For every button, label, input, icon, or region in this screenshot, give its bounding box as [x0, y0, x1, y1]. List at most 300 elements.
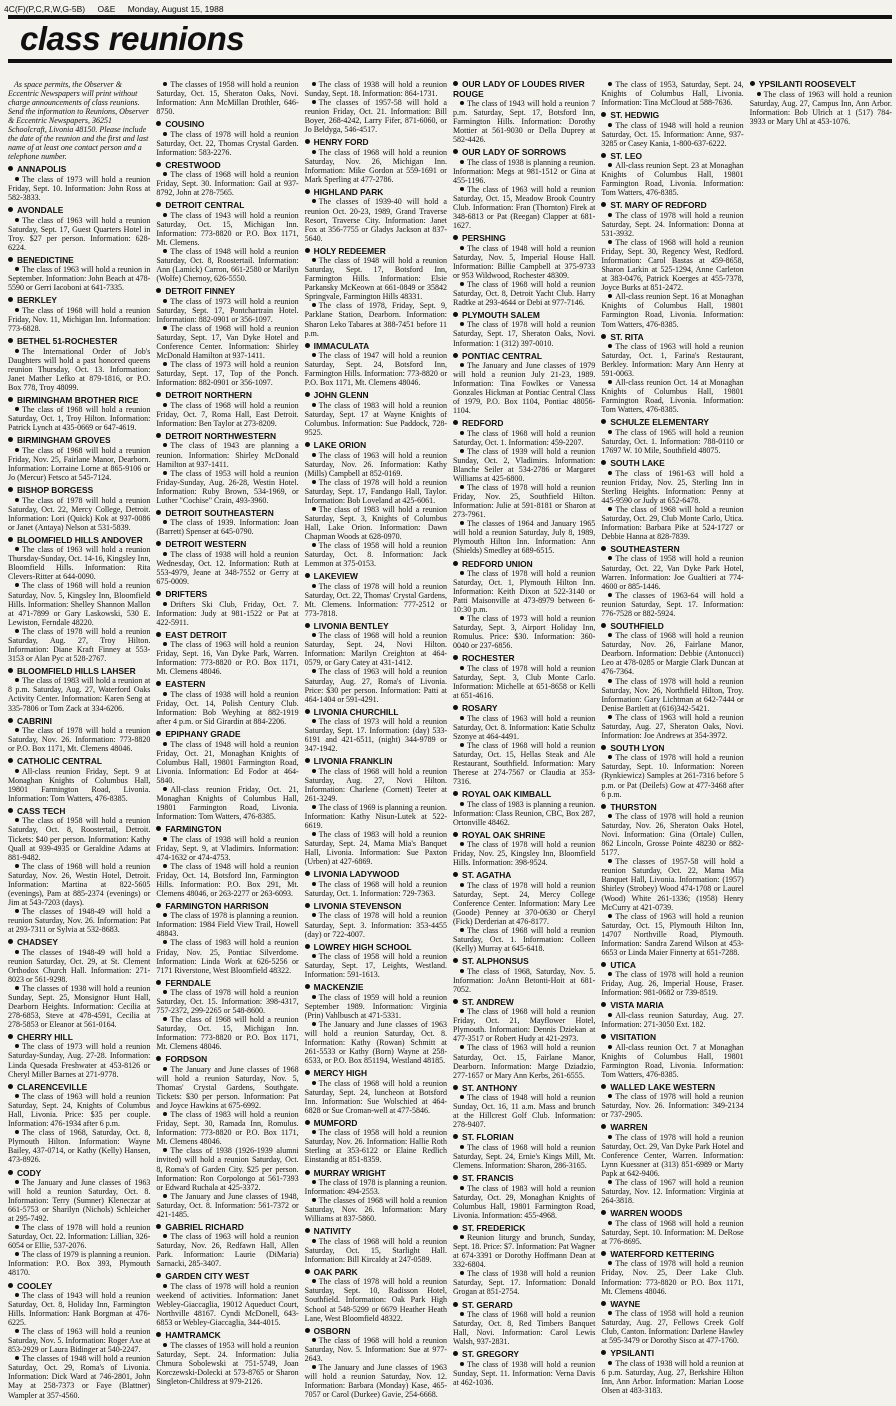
reunion-detail: [601, 713, 743, 740]
school-heading: [453, 352, 595, 362]
reunion-detail: [8, 726, 150, 753]
reunion-detail: [453, 1233, 595, 1269]
reunion-detail: [8, 1291, 150, 1327]
reunion-text: The classes of 1963-64 will hold a reunion Saturday, Sept. 17. Information: 776-7528 or 882-5924.: [601, 590, 744, 618]
reunion-detail: [8, 1092, 150, 1128]
reunion-detail: [305, 1336, 447, 1363]
school-heading: [8, 396, 150, 406]
reunion-detail: [453, 519, 595, 555]
bullet-icon: [305, 758, 310, 763]
reunion-detail: [8, 1250, 150, 1277]
bullet-icon: [608, 471, 612, 475]
reunion-text: The class of 1953, Saturday, Sept. 24, Knights of Columbus Hall, Livonia. Information: Tina McCloud at 588-7636.: [601, 80, 744, 108]
reunion-entry: [601, 459, 743, 541]
reunion-detail: [601, 970, 743, 997]
school-name: CABRINI: [17, 715, 52, 726]
bullet-icon: [460, 160, 464, 164]
reunion-text: The class of 1968 will hold a reunion Saturday, Oct. 29, Club Monte Carlo, Utica. Information: Barbara Pike at 524-1727 or Debbie Hanna at 828-7839.: [601, 504, 744, 541]
bullet-icon: [305, 392, 310, 397]
bullet-icon: [15, 864, 19, 868]
reunion-detail: [8, 265, 150, 292]
school-name: DETROIT CENTRAL: [165, 200, 245, 211]
reunion-entry: [453, 560, 595, 651]
school-name: EASTERN: [165, 679, 206, 690]
reunion-text: The class of 1963 will hold a reunion Saturday, Aug. 27, Sheraton Oaks, Novi. Information: Joe Andrews at 354-3972.: [601, 712, 744, 740]
bullet-icon: [305, 1070, 310, 1075]
bullet-icon: [453, 149, 458, 154]
reunion-detail: [156, 130, 298, 157]
school-name: OUR LADY OF LOUDES RIVER ROUGE: [452, 80, 585, 99]
reunion-detail: [601, 1043, 743, 1079]
reunion-text: The class of 1958 will hold a reunion Saturday, Nov. 26. Information: Hallie Roth Sterling at 353-6122 or Elaine Redlich Einstandig at 851-8359.: [304, 1128, 447, 1165]
reunion-detail: [156, 988, 298, 1015]
bullet-icon: [156, 632, 161, 637]
bullet-icon: [8, 1170, 13, 1175]
reunion-detail: [601, 631, 743, 676]
reunion-entry: [305, 983, 447, 1065]
reunion-entry: [453, 419, 595, 555]
bullet-icon: [608, 814, 612, 818]
school-heading: [156, 1223, 298, 1233]
school-name: VISITATION: [610, 1032, 657, 1043]
bullet-icon: [460, 363, 464, 367]
reunion-detail: [601, 1359, 743, 1395]
school-heading: [601, 333, 743, 343]
school-name: SOUTHFIELD: [610, 620, 664, 631]
bullet-icon: [163, 403, 167, 407]
reunion-text: The class of 1968 will hold a reunion Friday, Sept. 30, Regency West, Redford. Information: Carol Bastas at 459-8658, Sharon Larkin at 525-1294, Anne Carleton at 383-0476, Patrick Koerges at 455-7378, Joyce Burks at 851-2472.: [601, 238, 744, 293]
reunion-detail: [156, 600, 298, 627]
bullet-icon: [8, 397, 13, 402]
reunion-entry: [305, 1327, 447, 1400]
reunion-text: The class of 1983 will hold a reunion Friday, Sept. 30, Ramada Inn, Romulus. Information: 773-8820 or P.O. Box 1171, Mt. Clemens 48046.: [156, 1110, 299, 1147]
reunion-detail: [453, 429, 595, 447]
bullet-icon: [460, 282, 464, 286]
reunion-entry: [601, 803, 743, 957]
bullet-icon: [312, 303, 316, 307]
reunion-detail: [305, 478, 447, 505]
school-heading: [453, 790, 595, 800]
bullet-icon: [8, 537, 13, 542]
school-name: LAKE ORION: [313, 440, 367, 450]
reunion-listings: [8, 80, 892, 1402]
bullet-icon: [453, 1302, 458, 1307]
school-heading: [8, 938, 150, 948]
reunion-entry: [601, 201, 743, 328]
bullet-icon: [156, 121, 161, 126]
school-name: COUSINO: [165, 119, 205, 130]
bullet-icon: [312, 100, 316, 104]
bullet-icon: [156, 202, 161, 207]
bullet-icon: [15, 267, 19, 271]
bullet-icon: [163, 520, 167, 524]
reunion-detail: [453, 158, 595, 185]
reunion-text: The class of 1968 will hold a reunion Saturday, Sept. 17, Van Dyke Hotel and Conference Center. Information: Shirley McDonald Hamilton at 937-1411.: [156, 323, 299, 361]
reunion-text: The classes of 1958 will hold a reunion Saturday, Oct. 15, Sheraton Oaks, Novi. Information: Ann McMillan Drothler, 646-8750.: [156, 80, 299, 117]
reunion-text: The class of 1969 is planning a reunion. Information: Kathy Nisun-Lutek at 522-6619.: [304, 803, 447, 831]
school-name: REDFORD: [461, 418, 504, 429]
reunion-detail: [156, 1110, 298, 1146]
bullet-icon: [15, 1044, 19, 1048]
reunion-entry: [156, 1055, 298, 1218]
reunion-text: The class of 1963 will hold a reunion Saturday, Sept. 17, Guest Quarters Hotel in Troy. $27 per person. Information: 628-6224.: [8, 215, 151, 252]
reunion-text: The class of 1938 will hold a reunion Sunday, Sept. 18. Information: 864-1731.: [304, 80, 447, 99]
bullet-icon: [163, 602, 167, 606]
bullet-icon: [312, 995, 316, 999]
reunion-detail: [601, 428, 743, 455]
school-name: ST. ALPHONSUS: [461, 956, 529, 967]
reunion-text: The class of 1968 will hold a reunion Saturday, Nov. 26, Fairlane Manor, Dearborn. Information: Debbie (Antonucci) Leo at 478-0285 or Margie Clark Duncan at 476-7364.: [601, 631, 744, 677]
reunion-detail: [156, 785, 298, 821]
bullet-icon: [163, 1194, 167, 1198]
reunion-detail: [601, 505, 743, 541]
reunion-entry: [601, 622, 743, 740]
bullet-icon: [8, 338, 13, 343]
reunion-text: The class of 1978 will hold a reunion Saturday, Sept. 24. Information: Donna at 531-3932.: [601, 210, 744, 239]
bullet-icon: [8, 668, 13, 673]
school-heading: [156, 631, 298, 641]
reunion-text: The class of 1973 will hold a reunion Saturday, Sept. 3, Airport Holiday Inn, Romulus. Price: $30. Information: 360-0040 or 237-6856.: [452, 614, 596, 651]
reunion-text: All-class reunion Oct. 7 at Monaghan Knights of Columbus Hall, 19801 Farmington Road, Livonia. Information: Tom Watters, 476-8385.: [601, 1042, 744, 1079]
school-heading: [601, 803, 743, 813]
bullet-icon: [15, 818, 19, 822]
reunion-text: The class of 1978 will hold a reunion Saturday, Oct. 22, Mercy College, Detroit. Information: Lori (Quick) Kok at 937-0086 or Janet (Antaya) Nelson at 531-5839.: [8, 495, 151, 532]
reunion-detail: [601, 161, 743, 197]
reunion-entry: [601, 961, 743, 998]
reunion-text: The class of 1938 is planning a reunion. Information: Megs at 981-1512 or Gina at 455-1196.: [452, 157, 596, 185]
school-name: ROYAL OAK SHRINE: [461, 829, 546, 840]
reunion-detail: [601, 121, 743, 148]
school-heading: [601, 1250, 743, 1260]
reunion-entry: [601, 418, 743, 455]
bullet-icon: [460, 246, 464, 250]
reunion-detail: [305, 148, 447, 184]
reunion-entry: [8, 757, 150, 803]
bullet-icon: [305, 623, 310, 628]
bullet-icon: [750, 81, 755, 86]
reunion-entry: [8, 206, 150, 252]
reunion-entry: [156, 432, 298, 505]
school-name: BIRMINGHAM GROVES: [17, 435, 111, 446]
reunion-detail: [601, 554, 743, 590]
reunion-detail: [601, 753, 743, 798]
reunion-entry: [8, 717, 150, 754]
reunion-entry: [305, 622, 447, 704]
reunion-text: The class of 1968 will hold a reunion Saturday, Oct. 15, Starlight Hall. Information: Bill Kircaldy at 247-0589.: [304, 1236, 447, 1264]
bullet-icon: [453, 832, 458, 837]
bullet-icon: [156, 392, 161, 397]
reunion-text: The class of 1958 will hold a reunion Saturday, Oct. 8. Information: Jack Lemmon at 375-0153.: [304, 540, 447, 569]
reunion-text: The classes of 1938 will hold a reunion Sunday, Sept. 25, Monsignor Hunt Hall, Dearborn Heights. Information: Cecilia at 278-6853, Steve at 478-4591, Cecilia at 278-5853 or Eleanor at 561-0164.: [8, 983, 151, 1029]
reunion-entry: [305, 1227, 447, 1264]
school-name: GABRIEL RICHARD: [165, 1221, 244, 1232]
school-name: BENEDICTINE: [17, 254, 74, 265]
bullet-icon: [305, 573, 310, 578]
reunion-detail: [305, 767, 447, 803]
bullet-icon: [312, 954, 316, 958]
bullet-icon: [8, 297, 13, 302]
school-heading: [156, 201, 298, 211]
school-heading: [305, 572, 447, 582]
reunion-entry: [453, 80, 595, 144]
bullet-icon: [312, 1081, 316, 1085]
reunion-detail: [156, 518, 298, 536]
school-heading: [156, 1272, 298, 1282]
bullet-icon: [8, 257, 13, 262]
school-heading: [305, 188, 447, 198]
reunion-detail: [453, 741, 595, 786]
school-name: ST. LEO: [610, 150, 642, 161]
reunion-text: The class of 1968 will hold a reunion Saturday, Sept. 10. Information: M. DeRose at 776-8695.: [601, 1218, 744, 1246]
reunion-text: All-class reunion Sept. 16 at Monaghan Knights of Columbus Hall, 19801 Farmington Road, Livonia. Information: Tom Watters, 476-8385.: [601, 292, 744, 329]
bullet-icon: [163, 172, 167, 176]
bullet-icon: [163, 1067, 167, 1071]
school-heading: [305, 870, 447, 880]
bullet-icon: [312, 584, 316, 588]
reunion-entry: [8, 1033, 150, 1079]
reunion-entry: [453, 1301, 595, 1347]
reunion-detail: [453, 1360, 595, 1387]
bullet-icon: [156, 731, 161, 736]
school-heading: [453, 704, 595, 714]
reunion-detail: [453, 244, 595, 280]
bullet-icon: [453, 958, 458, 963]
bullet-icon: [305, 442, 310, 447]
school-name: FARMINGTON HARRISON: [165, 900, 269, 911]
reunion-detail: [8, 984, 150, 1029]
reunion-detail: [453, 483, 595, 519]
school-heading: [305, 943, 447, 953]
school-name: PLYMOUTH SALEM: [461, 309, 540, 320]
bullet-icon: [608, 914, 612, 918]
reunion-text: The class of 1968 will hold a reunion Saturday, Oct. 1. Information: Colleen (Kelly) Murray at 645-6418.: [452, 926, 596, 954]
school-heading: [156, 1331, 298, 1341]
school-heading: [601, 1349, 743, 1359]
school-heading: [8, 436, 150, 446]
bullet-icon: [305, 1120, 310, 1125]
bullet-icon: [15, 308, 19, 312]
reunion-detail: [750, 90, 892, 126]
school-heading: [305, 1169, 447, 1179]
bullet-icon: [312, 507, 316, 511]
school-name: LIVONIA LADYWOOD: [313, 869, 400, 880]
reunion-entry: [453, 234, 595, 307]
bullet-icon: [601, 1350, 606, 1355]
folio-date: Monday, August 15, 1988: [127, 4, 224, 14]
reunion-entry: [156, 540, 298, 586]
bullet-icon: [8, 758, 13, 763]
bullet-icon: [15, 407, 19, 411]
reunion-text: The class of 1963 will hold a reunion Saturday, Oct. 15, Meadow Brook Country Club. Information: Fran (Thornton) Firek at 348-6813 or Pat (Reegan) Clapper at 681-1627.: [452, 184, 596, 231]
reunion-detail: [305, 451, 447, 478]
reunion-text: The January and June classes of 1979 will hold a reunion July 21-23, 1989. Information: Tina Fowlkes or Vanessa Gonzales Hickman at Pontiac Central Class of 1979, P.O. Box 1104, Pontiac 48056-1104.: [452, 361, 596, 416]
reunion-text: The class of 1968 will hold a reunion Saturday, Aug. 27, Novi Hilton. Information: Charlene (Cornett) Teeter at 261-3249.: [304, 766, 447, 803]
bullet-icon: [460, 1186, 464, 1190]
reunion-detail: [156, 1232, 298, 1268]
school-name: OUR LADY OF SORROWS: [461, 147, 567, 158]
school-heading: [453, 1133, 595, 1143]
school-name: FORDSON: [165, 1054, 208, 1065]
reunion-entry: [305, 391, 447, 437]
bullet-icon: [601, 460, 606, 465]
reunion-entry: [156, 391, 298, 428]
bullet-icon: [305, 139, 310, 144]
bullet-icon: [156, 510, 161, 515]
bullet-icon: [601, 1301, 606, 1306]
reunion-detail: [156, 1065, 298, 1110]
reunion-detail: [305, 631, 447, 667]
school-heading: [453, 871, 595, 881]
school-name: LOWREY HIGH SCHOOL: [313, 941, 412, 952]
reunion-text: The class of 1983 will hold a reunion Friday, Nov. 25, Pontiac Silverdome. Information: Linda Work at 626-5256 or 7171 Riverstone, West Bloomfield 48322.: [156, 938, 299, 975]
reunion-detail: [305, 256, 447, 301]
reunion-text: The class of 1983 will hold a reunion Saturday, Sept. 24, Mama Mia's Banquet Hall, Livonia. Information: Sue Paxton (Urben) at 427-6869.: [304, 830, 447, 867]
bullet-icon: [163, 940, 167, 944]
bullet-icon: [163, 552, 167, 556]
school-heading: [8, 717, 150, 727]
bullet-icon: [8, 939, 13, 944]
bullet-icon: [163, 132, 167, 136]
reunion-text: The class of 1948 will hold a reunion Saturday, Sept. 17, Botsford Inn, Farmington Hills. Information: Elsie Parkansky McKeown at 661-0849 or 35842 Springvale, Farmington Hills 48331.: [304, 256, 447, 302]
reunion-detail: [601, 1259, 743, 1295]
school-name: OSBORN: [313, 1325, 351, 1336]
bullet-icon: [608, 1013, 612, 1017]
reunion-detail: [156, 401, 298, 428]
reunion-text: The class of 1963 will hold a reunion Thursday-Sunday, Oct. 14-16, Kingsley Inn, Bloomfield Hills. Information: Rita Clevers-Ritter at 644-0090.: [8, 545, 151, 582]
school-name: HIGHLAND PARK: [313, 186, 384, 197]
reunion-detail: [8, 496, 150, 532]
reunion-detail: [601, 211, 743, 238]
bullet-icon: [453, 999, 458, 1004]
reunion-detail: [305, 830, 447, 866]
bullet-icon: [608, 679, 612, 683]
reunion-detail: [453, 447, 595, 483]
reunion-text: The class of 1958 will hold a reunion Saturday, Oct. 8, Roostertail, Detroit. Tickets: $40 per person. Information: Kathy Quall at 939-4935 or Geraldine Adams at 881-9482.: [8, 816, 151, 862]
school-name: CATHOLIC CENTRAL: [17, 756, 102, 767]
reunion-detail: [305, 1363, 447, 1399]
bullet-icon: [453, 420, 458, 425]
reunion-text: The class of 1978 is planning a reunion. Information: 1984 Field View Trail, Howell 48843.: [156, 911, 299, 939]
reunion-entry: [156, 509, 298, 537]
bullet-icon: [8, 207, 13, 212]
reunion-entry: [453, 704, 595, 786]
bullet-icon: [15, 1225, 19, 1229]
school-heading: [156, 590, 298, 600]
school-heading: [601, 111, 743, 121]
bullet-icon: [453, 1175, 458, 1180]
reunion-text: The class of 1968 will hold a reunion Saturday, Sept. 24, luncheon at Botsford Inn. Information: Sue Wolschied at 464-6828 or Sue Croman-well at 477-5846.: [304, 1078, 447, 1115]
school-name: DETROIT SOUTHEASTERN: [165, 507, 274, 518]
bullet-icon: [15, 583, 19, 587]
reunion-text: The class of 1939 will hold a reunion Sunday, Oct. 2, Vladimirs. Information: Blanche Seiler at 534-2786 or Margaret Williams at 425-6800.: [452, 446, 596, 484]
school-name: YPSILANTI: [610, 1348, 655, 1359]
school-name: PONTIAC CENTRAL: [461, 350, 543, 361]
reunion-entry: [8, 1083, 150, 1129]
reunion-detail: [453, 1007, 595, 1043]
reunion-detail: [453, 1093, 595, 1129]
school-heading: [453, 148, 595, 158]
school-heading: [453, 1350, 595, 1360]
reunion-text: The class of 1968 will hold a reunion Friday, Nov. 11, Michigan Inn. Information: 773-6828.: [8, 305, 151, 333]
reunion-entry: [8, 1128, 150, 1164]
school-name: SOUTHEASTERN: [610, 543, 680, 554]
school-name: CASS TECH: [17, 805, 66, 816]
school-heading: [156, 509, 298, 519]
reunion-detail: [8, 405, 150, 432]
reunion-text: The class of 1968 will hold a reunion Saturday, Nov. 5. Information: Sue at 977-2643.: [304, 1336, 447, 1364]
reunion-entry: [601, 545, 743, 618]
school-name: ST. AGATHA: [461, 870, 512, 881]
reunion-entry: [156, 979, 298, 1052]
bullet-icon: [305, 1228, 310, 1233]
school-heading: [601, 201, 743, 211]
reunion-detail: [601, 1092, 743, 1119]
bullet-icon: [601, 962, 606, 967]
bullet-icon: [312, 258, 316, 262]
school-name: BIRMINGHAM BROTHER RICE: [17, 394, 139, 405]
bullet-icon: [312, 1130, 316, 1134]
school-name: ST. GERARD: [461, 1299, 513, 1310]
school-name: HOLY REDEEMER: [313, 245, 386, 256]
reunion-text: The class of 1968 will hold a reunion Friday, Nov. 25, Fairlane Manor, Dearborn. Information: Lorraine Lorne at 865-9106 or Jo (Mercur) Fetsco at 545-7124.: [8, 445, 151, 483]
reunion-detail: [8, 862, 150, 907]
reunion-detail: [305, 1128, 447, 1164]
bullet-icon: [608, 593, 612, 597]
reunion-text: The class of 1938 will hold a reunion Friday, Sept. 9, at Vladimirs. Information: 474-1632 or 474-4753.: [156, 834, 299, 862]
reunion-detail: [8, 907, 150, 934]
school-heading: [453, 234, 595, 244]
bullet-icon: [608, 430, 612, 434]
reunion-detail: [156, 1282, 298, 1327]
school-heading: [8, 486, 150, 496]
bullet-icon: [163, 692, 167, 696]
reunion-entry: [453, 1174, 595, 1220]
bullet-icon: [156, 288, 161, 293]
bullet-icon: [312, 1198, 316, 1202]
reunion-text: The January and June classes of 1963 will hold a reunion Saturday, Nov. 12. Information: Barbara (Monday) Kase, 465-7057 or Carol (Durkee) Gavie, 254-6668.: [304, 1363, 447, 1400]
school-name: LIVONIA BENTLEY: [313, 620, 389, 631]
bullet-icon: [156, 162, 161, 167]
school-name: ROCHESTER: [461, 653, 515, 664]
reunion-entry: [305, 1069, 447, 1115]
school-heading: [156, 161, 298, 171]
reunion-detail: [601, 238, 743, 292]
reunion-entry: [305, 1268, 447, 1323]
reunion-detail: [601, 342, 743, 378]
reunion-text: The class of 1978 will hold a reunion Saturday, Nov. 26, Northfield Hilton, Troy. Information: Gary Lichtman at 642-7444 or Denise Bartlett at (616)342-5421.: [601, 676, 744, 713]
reunion-text: The classes of 1948-49 will hold a reunion Saturday, Oct. 29, at St. Clement Orthodox Church Hall. Information: 271-8023 or 561-9298.: [8, 947, 151, 984]
bullet-icon: [156, 903, 161, 908]
reunion-text: The class of 1958 will hold a reunion Saturday, Aug. 27, Fellows Creek Golf Club, Canton. Information: Darlene Hawley at 595-3479 or Dorothy Sisco at 477-1760.: [601, 1309, 744, 1346]
school-heading: [156, 902, 298, 912]
bullet-icon: [15, 349, 19, 353]
school-heading: [453, 1301, 595, 1311]
reunion-text: The class of 1968 will hold a reunion Saturday, Oct. 8, Detroit Yacht Club. Harry Radtke at 293-4644 or Debi at 977-7146.: [452, 279, 596, 307]
reunion-detail: [453, 280, 595, 307]
bullet-icon: [453, 705, 458, 710]
reunion-text: The class of 1983 will hold a reunion Saturday, Oct. 29, Monaghan Knights of Columbus Hall, 19801 Farmington Road, Livonia. Information: 455-4968.: [452, 1183, 596, 1220]
reunion-entry: [305, 870, 447, 898]
bullet-icon: [312, 480, 316, 484]
bullet-icon: [608, 240, 612, 244]
reunion-entry: [453, 1133, 595, 1170]
school-name: EAST DETROIT: [165, 629, 227, 640]
bullet-icon: [453, 1134, 458, 1139]
school-heading: [8, 1282, 150, 1292]
bullet-icon: [15, 218, 19, 222]
reunion-entry: [453, 311, 595, 348]
bullet-icon: [163, 213, 167, 217]
